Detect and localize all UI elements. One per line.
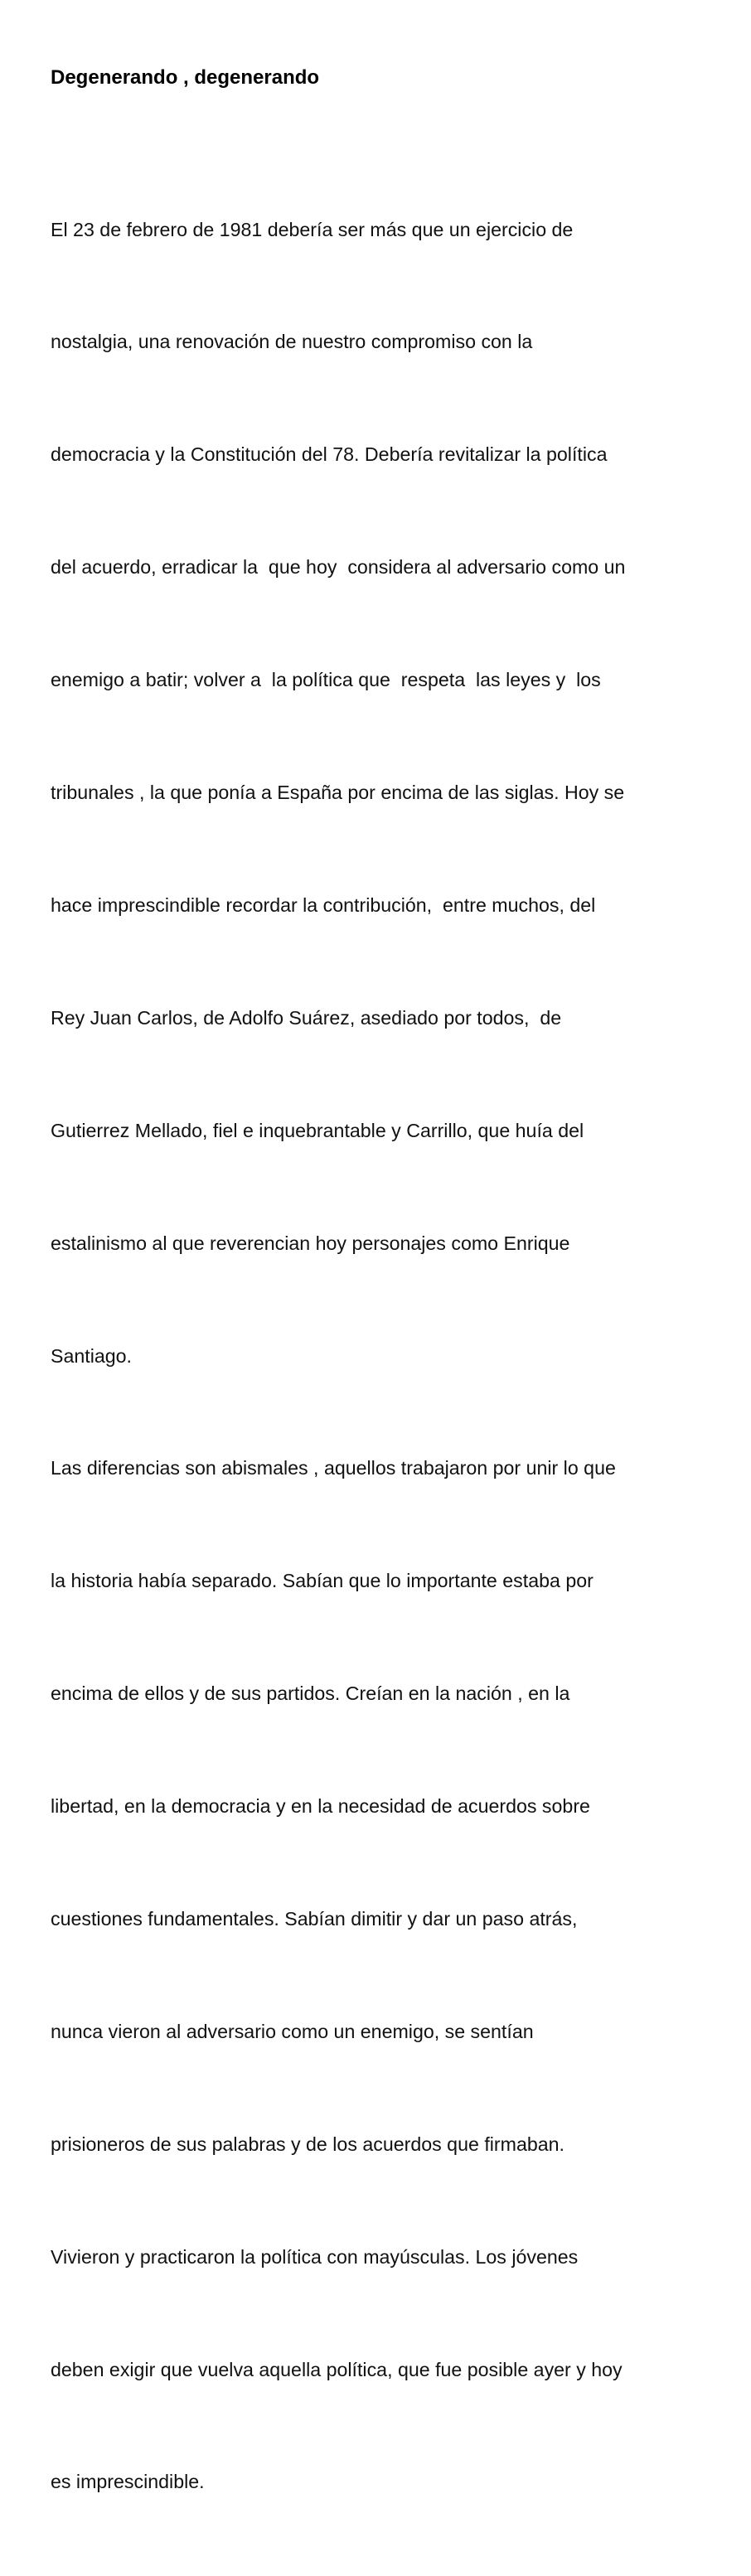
text-line: El 23 de febrero de 1981 debería ser más que un ejercicio de [51,218,574,240]
text-line: Las diferencias son abismales , aquellos trabajaron por unir lo que [51,1457,616,1479]
text-line: Rey Juan Carlos, de Adolfo Suárez, asediado por todos, de [51,1006,562,1029]
text-line: del acuerdo, erradicar la que hoy considera al adversario como un [51,556,626,579]
text-line: tribunales , la que ponía a España por encima de las siglas. Hoy se [51,782,625,804]
text-line: cuestiones fundamentales. Sabían dimitir y dar un paso atrás, [51,1907,578,1930]
text-line: es imprescindible. [51,2471,205,2493]
text-line: nostalgia, una renovación de nuestro compromiso con la [51,331,533,353]
text-line: enemigo a batir; volver a la política que respeta las leyes y los [51,669,601,691]
text-line: Gutierrez Mellado, fiel e inquebrantable y Carrillo, que huía del [51,1119,584,1141]
text-line: encima de ellos y de sus partidos. Creían en la nación , en la [51,1683,570,1705]
text-line: libertad, en la democracia y en la necesidad de acuerdos sobre [51,1795,590,1818]
text-line: hace imprescindible recordar la contribución, entre muchos, del [51,893,596,916]
text-line: Santiago. [51,1344,132,1367]
text-line: democracia y la Constitución del 78. Debería revitalizar la política [51,443,608,466]
document-title: Degenerando , degenerando [51,66,320,89]
text-line: Vivieron y practicaron la política con mayúsculas. Los jóvenes [51,2245,579,2268]
text-line: estalinismo al que reverencian hoy personajes como Enrique [51,1232,570,1254]
document-body [51,136,625,2576]
text-line: deben exigir que vuelva aquella política, que fue posible ayer y hoy [51,2358,623,2380]
text-line: prisioneros de sus palabras y de los acuerdos que firmaban. [51,2133,564,2155]
text-line: nunca vieron al adversario como un enemigo, se sentían [51,2020,534,2042]
text-line: la historia había separado. Sabían que lo importante estaba por [51,1570,594,1592]
